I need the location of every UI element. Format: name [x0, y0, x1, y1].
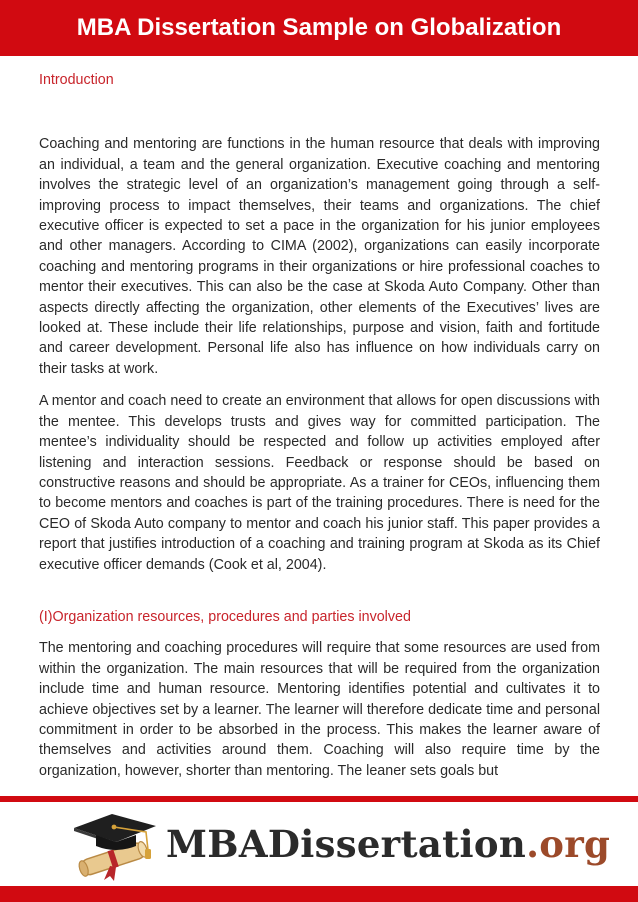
footer-logo — [66, 806, 611, 882]
section-heading-organization-resources: (I)Organization resources, procedures and parties involved — [39, 608, 411, 625]
page-title: MBA Dissertation Sample on Globalization — [76, 14, 562, 41]
logo-wordmark-suffix: .org — [526, 822, 611, 866]
paragraph: The mentoring and coaching procedures will require that some resources are used from within the organization. The main resources that will be required from the organization include time and human resource. Mentoring identifies potential and cultivates it to achieve objectives set by a learner. The learner will therefore dedicate time and personal commitment in order to be absorbed in the process. This makes the learner aware of themselves and activities around them. Coaching will also require time by the organization, however, shorter than mentoring. The leaner sets goals but — [39, 640, 600, 779]
paragraph: A mentor and coach need to create an environment that allows for open discussions with the mentee. This develops trusts and gives way for committed participation. The mentee’s individuality should be respected and follow up activities employed after listening and interaction sessions. Feedback or response should be based on constructive reasons and should be appropriate. As a trainer for CEOs, influencing them to become mentors and coaches is part of the training procedures. There is need for the CEO of Skoda Auto company to mentor and coach his junior staff. This paper provides a report that justifies introduction of a coaching and training program at Skoda as its Chief executive officer demands (Cook et al, 2004). — [39, 393, 600, 573]
title-banner — [0, 0, 638, 56]
paragraph: Coaching and mentoring are functions in the human resource that deals with improving an individual, a team and the general organization. Executive coaching and mentoring involves the strategic level of an organization’s management going through a self-improving process to impact themselves, their teams and organizations. The chief executive officer is expected to set a pace in the organization for his junior employees and other managers. According to CIMA (2002), organizations can easily incorporate coaching and mentoring programs in their organizations or hire professional coaches to mentor their executives. This can also be the case at Skoda Auto Company. Other than aspects directly affecting the organization, other elements of the Executives’ lives are looked at. These include their life relationships, purpose and vision, faith and fortitude and career development. Personal life also has influence on how individuals carry on their tasks at work. — [39, 136, 600, 377]
section-heading-introduction: Introduction — [39, 72, 114, 88]
logo-wordmark-main: MBADissertation — [166, 822, 527, 866]
document-body — [39, 70, 600, 781]
footer-divider-bottom — [0, 886, 638, 902]
logo-wordmark — [166, 822, 610, 866]
graduation-cap-diploma-icon — [66, 806, 162, 882]
